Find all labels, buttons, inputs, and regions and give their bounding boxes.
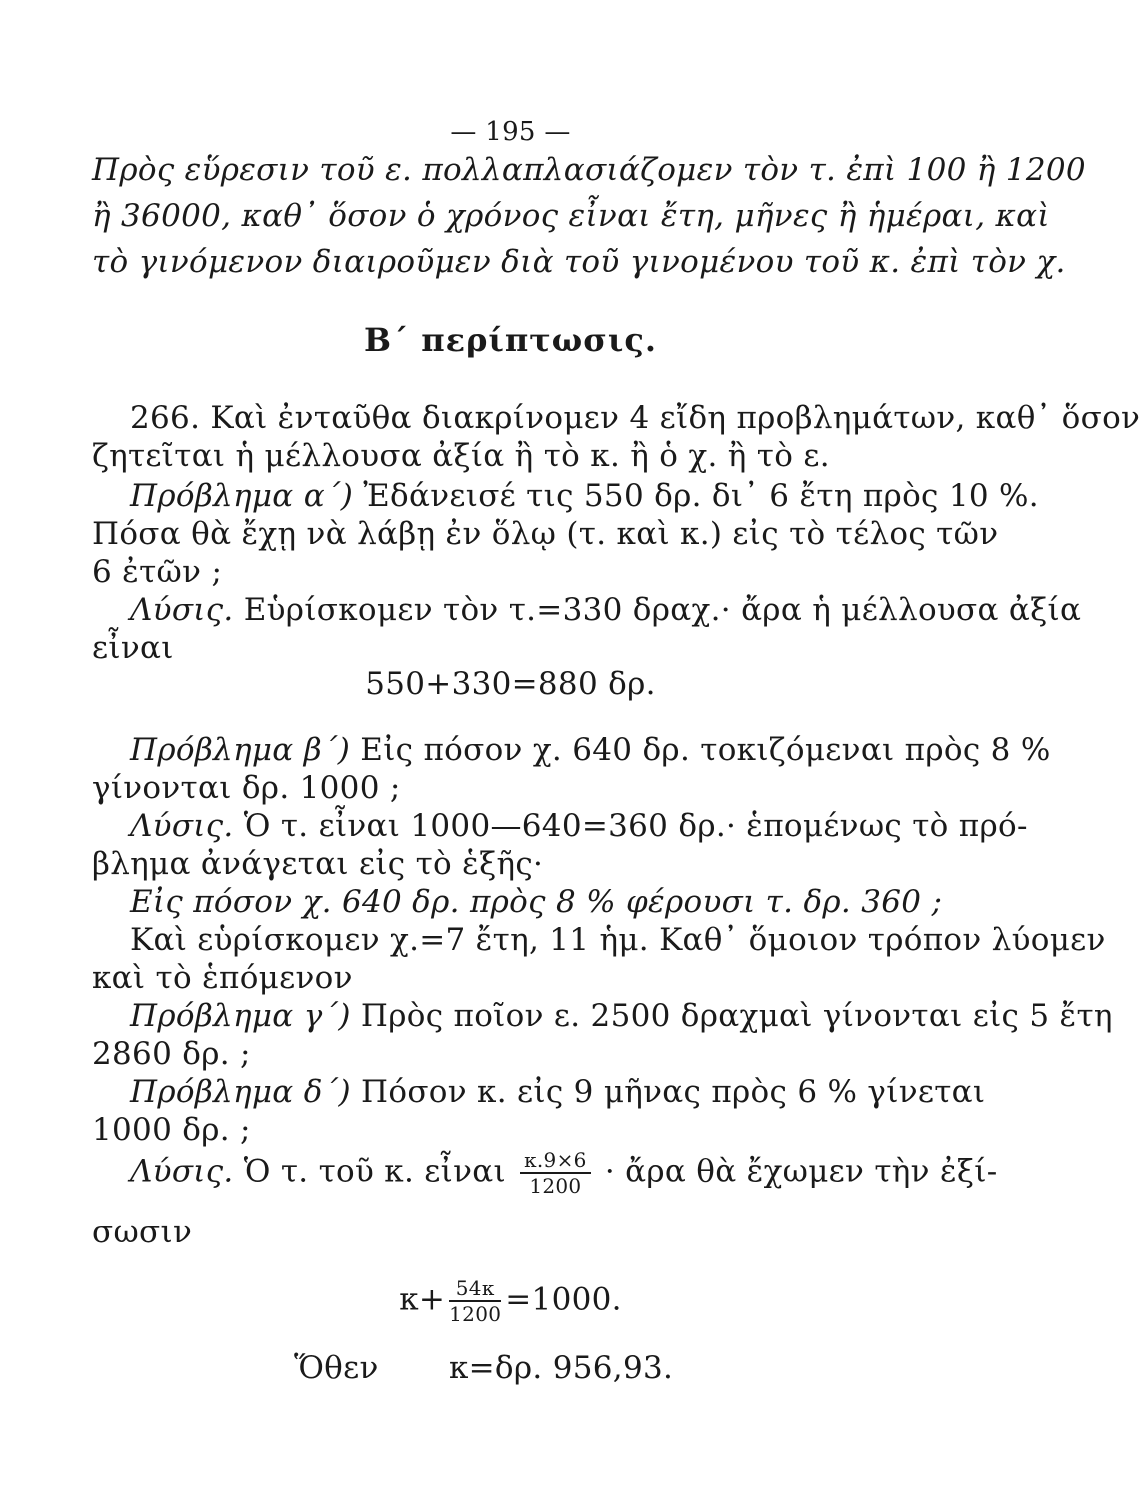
intro-line-1: Πρὸς εὕρεσιν τοῦ ε. πολλαπλασιάζομεν τὸν τ. ἐπὶ 100 ἢ 1200 (92, 152, 1086, 188)
problem-b-line-1 (92, 730, 1051, 770)
equation-fraction (449, 1278, 501, 1324)
problem-b-reduced: Εἰς πόσον χ. 640 δρ. πρὸς 8 % φέρουσι τ. δρ. 360 ; (130, 884, 943, 920)
problem-d-solution-pre: Ὁ τ. τοῦ κ. εἶναι (243, 1153, 506, 1190)
problem-c-text: Πρὸς ποῖον ε. 2500 δραχμαὶ γίνονται εἰς 5 ἔτη (360, 998, 1113, 1034)
paragraph-266-line-2: ζητεῖται ἡ μέλλουσα ἀξία ἢ τὸ κ. ἢ ὁ χ. ἢ τὸ ε. (92, 438, 830, 474)
problem-d-fraction-numerator: κ.9×6 (520, 1150, 591, 1174)
problem-b-result-line-1: Καὶ εὑρίσκομεν χ.=7 ἔτη, 11 ἡμ. Καθ᾽ ὅμοιον τρόπον λύομεν (130, 922, 1106, 958)
problem-c-label: Πρόβλημα γ΄) (130, 998, 351, 1034)
problem-a-line-1 (92, 476, 1039, 516)
problem-a-solution-text: Εὑρίσκομεν τὸν τ.=330 δραχ.· ἄρα ἡ μέλλουσα ἀξία (243, 592, 1082, 628)
problem-a-text: Ἐδάνεισέ τις 550 δρ. δι᾽ 6 ἔτη πρὸς 10 %. (363, 478, 1039, 514)
problem-b-result-line-2: καὶ τὸ ἑπόμενον (92, 960, 353, 996)
problem-b-line-2: γίνονται δρ. 1000 ; (92, 770, 401, 806)
problem-d-text: Πόσον κ. εἰς 9 μῆνας πρὸς 6 % γίνεται (361, 1074, 986, 1110)
problem-a-solution (92, 590, 1082, 630)
problem-a-line-2: Πόσα θὰ ἔχῃ νὰ λάβῃ ἐν ὅλῳ (τ. καὶ κ.) εἰς τὸ τέλος τῶν (92, 516, 999, 552)
problem-c-line-1 (92, 996, 1113, 1036)
page-number: — 195 — (450, 117, 571, 147)
problem-b-solution (92, 806, 1028, 846)
problem-a-line-3: 6 ἐτῶν ; (92, 554, 223, 590)
problem-d-line-1 (92, 1072, 986, 1112)
problem-d-solution-label: Λύσις. (130, 1153, 234, 1190)
problem-d-fraction-denominator: 1200 (529, 1174, 582, 1198)
problem-d-line-2: 1000 δρ. ; (92, 1112, 251, 1148)
equation-pre: κ+ (399, 1281, 446, 1318)
problem-d-solution (92, 1148, 998, 1198)
problem-a-label: Πρόβλημα α΄) (130, 478, 354, 514)
equation-fraction-denominator: 1200 (449, 1302, 502, 1326)
paragraph-266-line-1: 266. Καὶ ἐνταῦθα διακρίνομεν 4 εἴδη προβλημάτων, καθ᾽ ὅσον (130, 400, 1140, 436)
problem-a-solution-line-2: εἶναι (92, 630, 174, 666)
problem-d-label: Πρόβλημα δ΄) (130, 1074, 351, 1110)
problem-b-label: Πρόβλημα β΄) (130, 732, 351, 768)
section-heading: Β΄ περίπτωσις. (364, 321, 657, 359)
final-value: κ=δρ. 956,93. (448, 1350, 674, 1386)
problem-d-fraction (520, 1150, 591, 1196)
problem-c-line-2: 2860 δρ. ; (92, 1036, 251, 1072)
equation-post: =1000. (505, 1281, 622, 1318)
problem-d-solution-line-2: σωσιν (92, 1214, 193, 1250)
problem-b-solution-line-2: βλημα ἀνάγεται εἰς τὸ ἑξῆς· (92, 846, 544, 882)
intro-line-3: τὸ γινόμενον διαιροῦμεν διὰ τοῦ γινομένου τοῦ κ. ἐπὶ τὸν χ. (92, 244, 1066, 280)
problem-d-final (294, 1348, 674, 1388)
equation-fraction-numerator: 54κ (449, 1278, 501, 1302)
problem-d-equation (0, 1278, 1021, 1324)
problem-a-equation: 550+330=880 δρ. (365, 666, 656, 702)
problem-a-solution-label: Λύσις. (130, 592, 234, 628)
problem-d-solution-post: · ἄρα θὰ ἔχωμεν τὴν ἐξί- (604, 1153, 998, 1190)
problem-b-text: Εἰς πόσον χ. 640 δρ. τοκιζόμεναι πρὸς 8 % (360, 732, 1051, 768)
intro-line-2: ἢ 36000, καθ᾽ ὅσον ὁ χρόνος εἶναι ἔτη, μῆνες ἢ ἡμέραι, καὶ (92, 198, 1050, 234)
problem-b-solution-label: Λύσις. (130, 808, 234, 844)
problem-b-solution-text: Ὁ τ. εἶναι 1000—640=360 δρ.· ἑπομένως τὸ πρό- (243, 808, 1028, 844)
final-label: Ὅθεν (294, 1350, 379, 1386)
